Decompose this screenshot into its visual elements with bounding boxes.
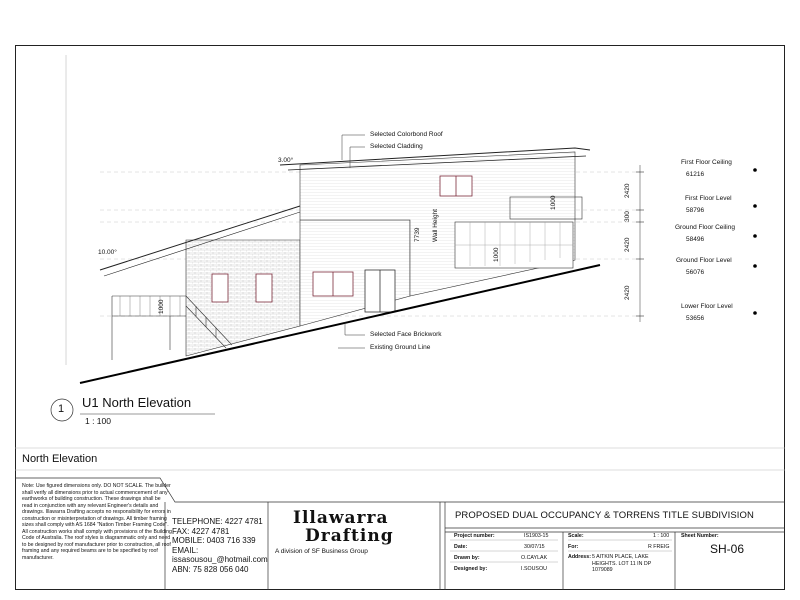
level-name: Lower Floor Level [681,303,733,310]
drawn-by-value: O.CAYLAK [521,555,548,561]
scale-label: Scale: [568,533,584,539]
sheet-number-label: Sheet Number: [681,533,719,539]
level-value: 61216 [686,171,705,178]
logo-line-1: Illawarra [293,508,389,528]
ground-annotation: Existing Ground Line [370,344,431,351]
vertical-dim: 2420 [624,237,631,252]
vertical-dim: 2420 [624,183,631,198]
disclaimer-note: Note: Use figured dimensions only. DO NOT SCALE. The builder shall verify all dimensions prior to actual commencement of any earthworks of building construction. These drawings shall be read in conjunction with any relevant Engineer's details and drawings. Illawarra Drafting accepts no responsibility for errors in construction or misinterpretation of drawings. All timber framing sizes shall comply with AS 1684 "Nation Timber Framing Code". All construction works shall comply with provisions of the Building Code of Australia. The roof styles is diagrammatic only and need to be designed by roof manufacturer prior to construction, all roof framing and any required beams are to be specified by roof manufacturer. [22,483,172,561]
project-number-label: Project number: [454,533,495,539]
pitch-upper-label: 3.00° [278,157,294,164]
level-value: 58496 [686,236,705,243]
for-value: R FREIG [648,544,670,550]
window-dim-upper: 1000 [550,195,557,210]
level-value: 53656 [686,315,705,322]
for-label: For: [568,544,579,550]
drawn-by-label: Drawn by: [454,555,480,561]
scale-value: 1 : 100 [653,533,670,539]
level-name: First Floor Level [685,195,732,202]
level-value: 58796 [686,207,705,214]
vertical-dim: 300 [624,211,631,222]
date-label: Date: [454,544,468,550]
designed-by-label: Designed by: [454,566,488,572]
company-logo [275,508,435,555]
email-label: EMAIL: [172,545,199,555]
date-value: 30/07/15 [524,544,545,550]
level-name: First Floor Ceiling [681,159,732,166]
section-label: North Elevation [22,453,98,465]
window-dim-mid: 1000 [493,247,500,262]
view-scale: 1 : 100 [85,416,111,426]
address-value: 5 AITKIN PLACE, LAKE HEIGHTS. LOT 11 IN DP 1079089 [592,554,652,574]
wall-height-label: Wall Height [432,209,439,242]
vertical-dim: 2420 [624,285,631,300]
level-name: Ground Floor Ceiling [675,224,735,231]
view-number: 1 [58,403,65,415]
contact-block [172,517,267,575]
project-title: PROPOSED DUAL OCCUPANCY & TORRENS TITLE SUBDIVISION [455,510,754,521]
wall-height-value: 7739 [414,227,421,242]
telephone: TELEPHONE: 4227 4781 [172,517,263,526]
level-name: Ground Floor Level [676,257,732,264]
cladding-annotation: Selected Cladding [370,143,423,150]
email: issasousou_@hotmail.com [172,555,268,565]
logo-line-2: Drafting [305,526,394,546]
mobile: MOBILE: 0403 716 339 [172,536,256,546]
address-label: Address: [568,554,591,560]
brick-annotation: Selected Face Brickwork [370,331,442,338]
pitch-lower-label: 10.00° [98,249,117,256]
project-number: IS1903-15 [524,533,549,539]
view-title: U1 North Elevation [82,395,192,410]
abn: ABN: 75 828 056 040 [172,564,249,574]
level-value: 56076 [686,269,705,276]
designed-by-value: I.SOUSOU [521,566,547,572]
balustrade-dim: 1000 [158,299,165,314]
sheet-number: SH-06 [710,542,745,556]
fax: FAX: 4227 4781 [172,526,230,536]
roof-annotation: Selected Colorbond Roof [370,131,443,138]
logo-tagline: A division of SF Business Group [275,548,368,555]
